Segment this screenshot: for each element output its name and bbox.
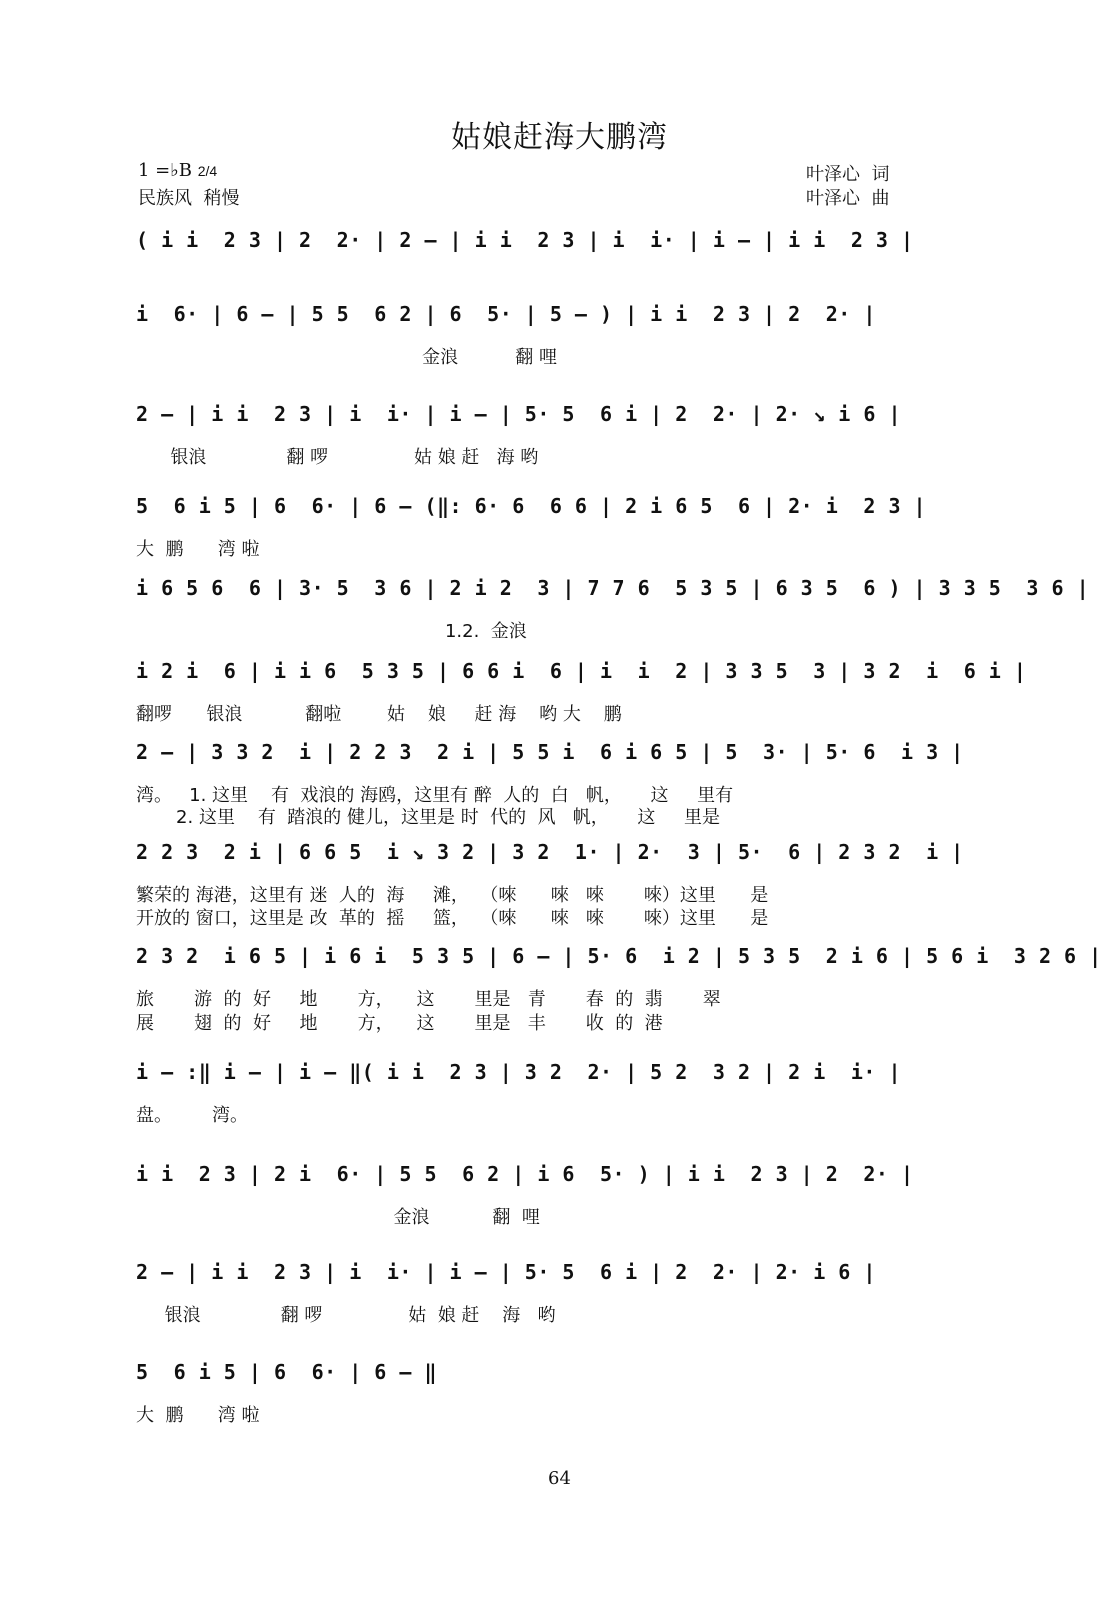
notation-line: 2 2 3 2 i | 6 6 5 i ↘ 3 2 | 3 2 1· | 2· 3 | 5· 6 | 2 3 2 i | [136, 840, 964, 864]
lyricist-credit: 叶泽心 词 [806, 164, 890, 185]
notation-line: i i 2 3 | 2 i 6· | 5 5 6 2 | i 6 5· ) | i i 2 3 | 2 2· | [136, 1162, 914, 1186]
time-signature: 2/4 [197, 163, 218, 179]
lyric-line: 银浪 翻 啰 姑 娘 赶 海 哟 [136, 447, 539, 468]
lyric-line: 1.2. 金浪 [136, 621, 527, 642]
notation-line: i 6 5 6 6 | 3· 5 3 6 | 2 i 2 3 | 7 7 6 5 3 5 | 6 3 5 6 ) | 3 3 5 3 6 | [136, 576, 1090, 600]
notation-line: ( i i 2 3 | 2 2· | 2 — | i i 2 3 | i i· | i — | i i 2 3 | [136, 228, 914, 252]
notation-line: 2 3 2 i 6 5 | i 6 i 5 3 5 | 6 — | 5· 6 i 2 | 5 3 5 2 i 6 | 5 6 i 3 2 6 | [136, 944, 1102, 968]
lyric-line: 金浪 翻 哩 [136, 347, 558, 368]
lyric-line: 银浪 翻 啰 姑 娘 赶 海 哟 [136, 1305, 556, 1326]
lyric-line: 繁荣的 海港，这里有 迷 人的 海 滩， （唻 唻 唻 唻）这里 是 [136, 885, 769, 906]
lyric-line: 金浪 翻 哩 [136, 1207, 540, 1228]
lyric-line: 大 鹏 湾 啦 [136, 1405, 260, 1426]
notation-line: 5 6 i 5 | 6 6· | 6 — (‖: 6· 6 6 6 | 2 i 6 5 6 | 2· i 2 3 | [136, 494, 927, 518]
key-signature [138, 160, 217, 181]
lyric-line: 旅 游 的 好 地 方， 这 里是 青 春 的 翡 翠 [136, 989, 721, 1010]
song-title: 姑娘赶海大鹏湾 [451, 120, 668, 155]
notation-line: i 2 i 6 | i i 6 5 3 5 | 6 6 i 6 | i i 2 | 3 3 5 3 | 3 2 i 6 i | [136, 659, 1027, 683]
composer-credit: 叶泽心 曲 [806, 188, 890, 209]
notation-line: 2 — | i i 2 3 | i i· | i — | 5· 5 6 i | 2 2· | 2· ↘ i 6 | [136, 402, 902, 426]
notation-line: 2 — | i i 2 3 | i i· | i — | 5· 5 6 i | 2 2· | 2· i 6 | [136, 1260, 876, 1284]
key-label: 1 =♭B [138, 160, 192, 181]
lyric-line: 展 翅 的 好 地 方， 这 里是 丰 收 的 港 [136, 1013, 663, 1034]
page-number: 64 [548, 1468, 571, 1489]
notation-line: 5 6 i 5 | 6 6· | 6 — ‖ [136, 1360, 437, 1384]
notation-line: i — :‖ i — | i — ‖( i i 2 3 | 3 2 2· | 5 2 3 2 | 2 i i· | [136, 1060, 902, 1084]
notation-line: 2 — | 3 3 2 i | 2 2 3 2 i | 5 5 i 6 i 6 5 | 5 3· | 5· 6 i 3 | [136, 740, 964, 764]
lyric-line: 2. 这里 有 踏浪的 健儿，这里是 时 代的 风 帆， 这 里是 [136, 807, 720, 828]
lyric-line: 大 鹏 湾 啦 [136, 539, 260, 560]
lyric-line: 湾。 1. 这里 有 戏浪的 海鸥，这里有 醉 人的 白 帆， 这 里有 [136, 785, 734, 806]
lyric-line: 翻啰 银浪 翻啦 姑 娘 赶 海 哟 大 鹏 [136, 704, 622, 725]
lyric-line: 开放的 窗口，这里是 改 革的 摇 篮， （唻 唻 唻 唻）这里 是 [136, 908, 769, 929]
lyric-line: 盘。 湾。 [136, 1105, 249, 1126]
tempo-marking: 民族风 稍慢 [138, 188, 240, 209]
notation-line: i 6· | 6 — | 5 5 6 2 | 6 5· | 5 — ) | i i 2 3 | 2 2· | [136, 302, 876, 326]
